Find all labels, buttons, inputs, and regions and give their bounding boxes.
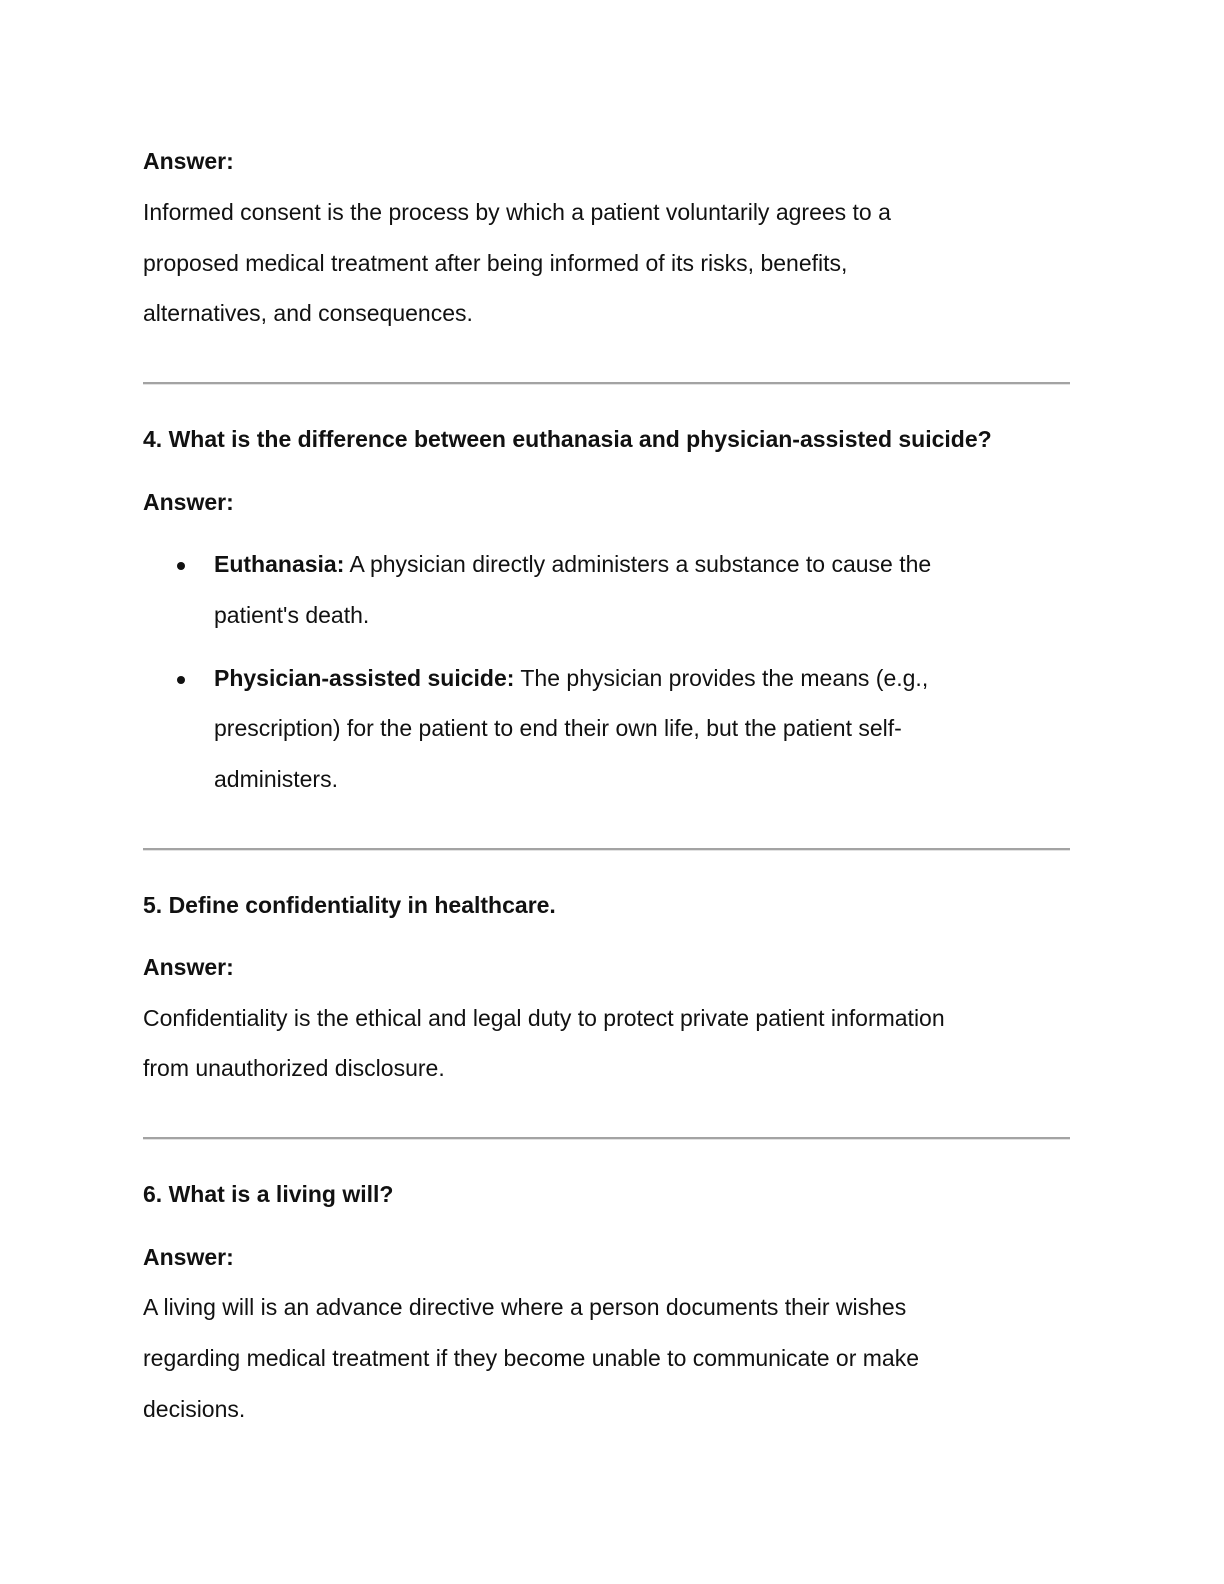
q5-answer-line: Confidentiality is the ethical and legal duty to protect private patient information bbox=[143, 1005, 945, 1031]
q5-question: 5. Define confidentiality in healthcare. bbox=[143, 892, 556, 918]
q3-answer-line: proposed medical treatment after being informed of its risks, benefits, bbox=[143, 250, 848, 276]
q5-answer-line: from unauthorized disclosure. bbox=[143, 1055, 445, 1081]
q4-bullet-text: patient's death. bbox=[214, 602, 370, 628]
q4-answer-label: Answer: bbox=[143, 489, 234, 515]
q4-bullet-text: prescription) for the patient to end their own life, but the patient self- bbox=[214, 715, 902, 741]
document-page bbox=[143, 0, 1073, 1584]
q4-bullet-term: Euthanasia: bbox=[214, 551, 345, 577]
q4-bullet-euthanasia bbox=[214, 549, 931, 579]
q3-answer-label: Answer: bbox=[143, 148, 234, 174]
q4-bullet-pas bbox=[214, 663, 928, 693]
bullet-icon bbox=[177, 676, 185, 684]
q4-bullet-text: The physician provides the means (e.g., bbox=[514, 665, 929, 691]
q6-answer-label: Answer: bbox=[143, 1244, 234, 1270]
bullet-icon bbox=[177, 562, 185, 570]
q6-answer-line: A living will is an advance directive where a person documents their wishes bbox=[143, 1294, 907, 1320]
section-divider bbox=[143, 382, 1070, 385]
q3-answer-line: Informed consent is the process by which a patient voluntarily agrees to a bbox=[143, 199, 891, 225]
q3-answer-line: alternatives, and consequences. bbox=[143, 300, 473, 326]
q6-question: 6. What is a living will? bbox=[143, 1181, 394, 1207]
q4-question: 4. What is the difference between euthanasia and physician-assisted suicide? bbox=[143, 426, 992, 452]
q6-answer-line: decisions. bbox=[143, 1396, 246, 1422]
q4-bullet-term: Physician-assisted suicide: bbox=[214, 665, 515, 691]
q5-answer-label: Answer: bbox=[143, 954, 234, 980]
q4-bullet-text: A physician directly administers a substance to cause the bbox=[344, 551, 932, 577]
q6-answer-line: regarding medical treatment if they become unable to communicate or make bbox=[143, 1345, 920, 1371]
section-divider bbox=[143, 1137, 1070, 1140]
q4-bullet-text: administers. bbox=[214, 766, 338, 792]
section-divider bbox=[143, 848, 1070, 851]
